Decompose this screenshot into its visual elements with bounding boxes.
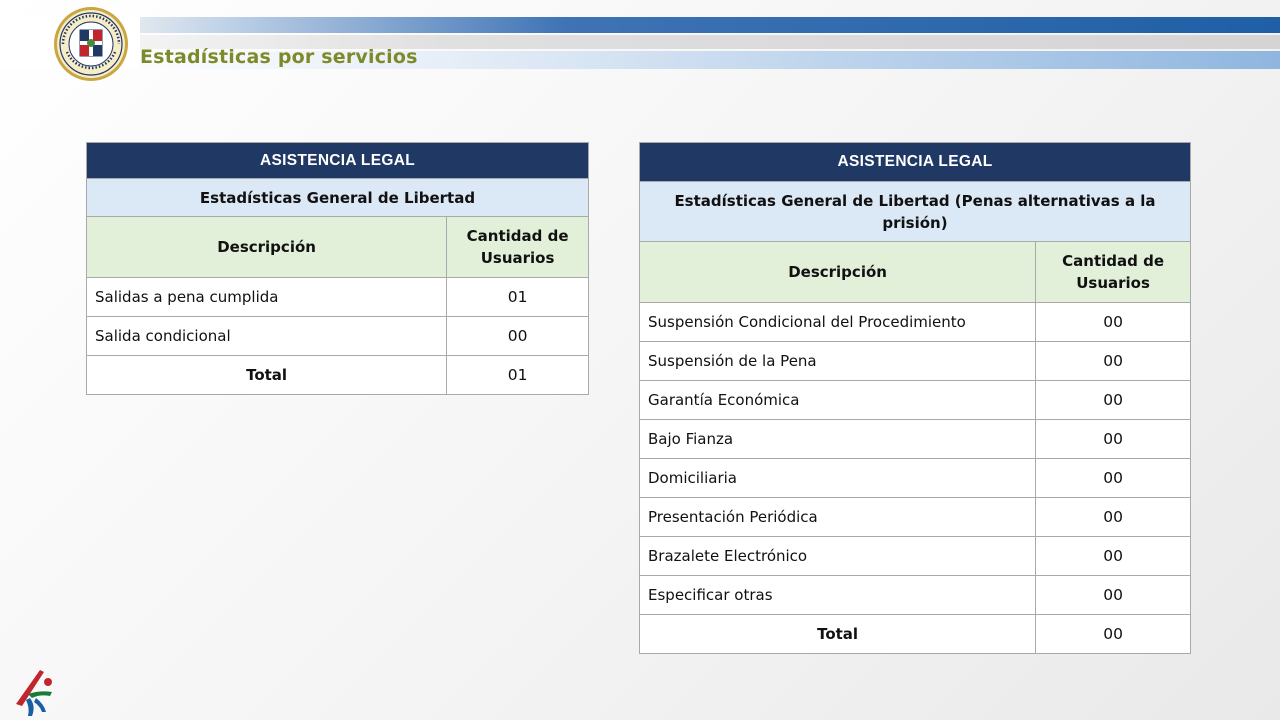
table-row (640, 459, 1191, 498)
row-value: 00 (1036, 537, 1191, 576)
table-row (640, 498, 1191, 537)
page-title: Estadísticas por servicios (140, 46, 418, 68)
table-row (640, 537, 1191, 576)
table-row (640, 342, 1191, 381)
table-header: ASISTENCIA LEGAL (640, 143, 1191, 182)
row-description: Domiciliaria (640, 459, 1036, 498)
table-row (640, 303, 1191, 342)
row-description: Bajo Fianza (640, 420, 1036, 459)
column-header-description: Descripción (640, 242, 1036, 303)
total-row (87, 356, 589, 395)
row-value: 00 (447, 317, 589, 356)
table-header: ASISTENCIA LEGAL (87, 143, 589, 179)
institutional-seal-icon (53, 6, 129, 82)
row-value: 00 (1036, 498, 1191, 537)
row-value: 00 (1036, 342, 1191, 381)
total-row (640, 615, 1191, 654)
column-header-quantity: Cantidad de Usuarios (1036, 242, 1191, 303)
table-row (87, 278, 589, 317)
row-description: Suspensión Condicional del Procedimiento (640, 303, 1036, 342)
row-value: 00 (1036, 576, 1191, 615)
total-value: 01 (447, 356, 589, 395)
table-subheader: Estadísticas General de Libertad (87, 179, 589, 217)
row-value: 00 (1036, 303, 1191, 342)
legal-assistance-table-alternative-penalties (639, 142, 1191, 654)
runner-logo-icon (10, 664, 64, 718)
row-description: Salida condicional (87, 317, 447, 356)
row-value: 00 (1036, 381, 1191, 420)
table-row (640, 381, 1191, 420)
legal-assistance-table-liberty (86, 142, 589, 395)
row-description: Brazalete Electrónico (640, 537, 1036, 576)
table-row (87, 317, 589, 356)
column-header-description: Descripción (87, 217, 447, 278)
header-stripe-dark (90, 17, 1280, 33)
row-description: Presentación Periódica (640, 498, 1036, 537)
row-description: Suspensión de la Pena (640, 342, 1036, 381)
row-value: 01 (447, 278, 589, 317)
column-header-quantity: Cantidad de Usuarios (447, 217, 589, 278)
table-row (640, 420, 1191, 459)
total-label: Total (640, 615, 1036, 654)
table-subheader: Estadísticas General de Libertad (Penas alternativas a la prisión) (640, 182, 1191, 242)
table-row (640, 576, 1191, 615)
total-value: 00 (1036, 615, 1191, 654)
row-value: 00 (1036, 420, 1191, 459)
row-value: 00 (1036, 459, 1191, 498)
row-description: Garantía Económica (640, 381, 1036, 420)
row-description: Salidas a pena cumplida (87, 278, 447, 317)
row-description: Especificar otras (640, 576, 1036, 615)
total-label: Total (87, 356, 447, 395)
